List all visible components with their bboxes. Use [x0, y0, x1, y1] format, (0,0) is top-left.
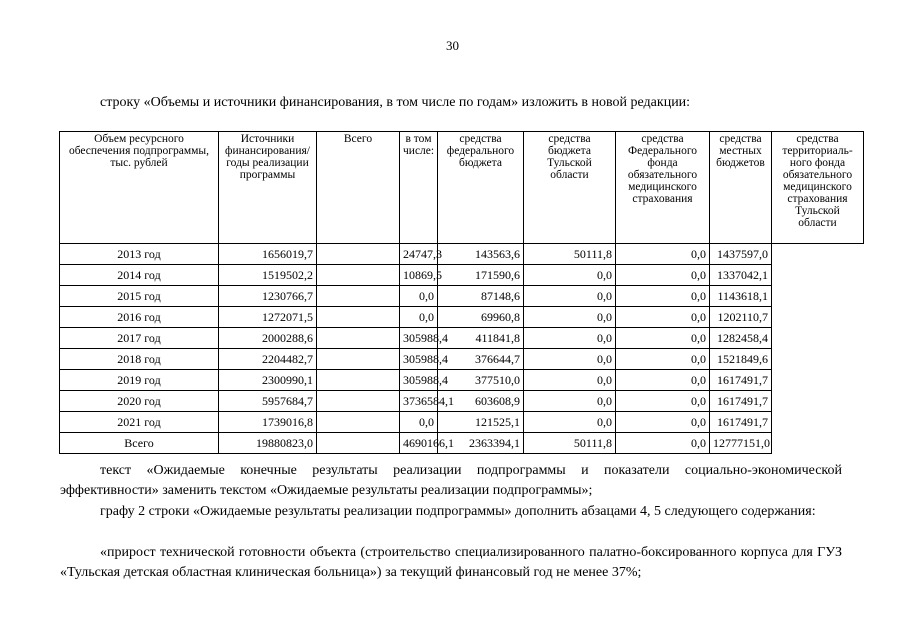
- page-number: 30: [446, 38, 459, 53]
- value-cell: 305988,4: [400, 328, 438, 349]
- value-cell: 0,0: [524, 265, 616, 286]
- table-header: [60, 132, 864, 244]
- value-cell: 2363394,1: [438, 433, 524, 454]
- year-cell: 2018 год: [60, 349, 219, 370]
- value-cell: 50111,8: [524, 244, 616, 265]
- year-cell: 2021 год: [60, 412, 219, 433]
- value-cell: 143563,6: [438, 244, 524, 265]
- value-cell: 0,0: [616, 391, 710, 412]
- value-cell: 1230766,7: [219, 286, 317, 307]
- year-cell: 2019 год: [60, 370, 219, 391]
- value-cell: [317, 265, 400, 286]
- table-row: [60, 370, 864, 391]
- value-cell: 1617491,7: [710, 391, 772, 412]
- year-cell: 2014 год: [60, 265, 219, 286]
- value-cell: 0,0: [616, 412, 710, 433]
- value-cell: 121525,1: [438, 412, 524, 433]
- value-cell: 411841,8: [438, 328, 524, 349]
- financing-table: [59, 131, 864, 454]
- value-cell: 87148,6: [438, 286, 524, 307]
- year-cell: 2017 год: [60, 328, 219, 349]
- table-row: [60, 433, 864, 454]
- value-cell: 0,0: [524, 349, 616, 370]
- table-row: [60, 349, 864, 370]
- value-cell: 0,0: [400, 286, 438, 307]
- value-cell: 50111,8: [524, 433, 616, 454]
- value-cell: 69960,8: [438, 307, 524, 328]
- value-cell: [317, 433, 400, 454]
- value-cell: 4690166,1: [400, 433, 438, 454]
- value-cell: 1437597,0: [710, 244, 772, 265]
- value-cell: 1272071,5: [219, 307, 317, 328]
- table-row: [60, 328, 864, 349]
- value-cell: [317, 349, 400, 370]
- col-header: средства Федерального фонда обязательного медицинского страхования: [616, 132, 710, 244]
- value-cell: 1519502,2: [219, 265, 317, 286]
- value-cell: 0,0: [524, 307, 616, 328]
- value-cell: 1617491,7: [710, 370, 772, 391]
- value-cell: 0,0: [400, 307, 438, 328]
- value-cell: 2204482,7: [219, 349, 317, 370]
- intro-text: строку «Объемы и источники финансирования, в том числе по годам» изложить в новой редакции:: [100, 95, 691, 110]
- value-cell: 376644,7: [438, 349, 524, 370]
- table-row: [60, 412, 864, 433]
- year-cell: Всего: [60, 433, 219, 454]
- value-cell: [317, 244, 400, 265]
- year-cell: 2016 год: [60, 307, 219, 328]
- value-cell: 5957684,7: [219, 391, 317, 412]
- table-row: [60, 244, 864, 265]
- value-cell: 0,0: [524, 412, 616, 433]
- value-cell: 2000288,6: [219, 328, 317, 349]
- value-cell: 24747,3: [400, 244, 438, 265]
- value-cell: 603608,9: [438, 391, 524, 412]
- value-cell: 0,0: [524, 286, 616, 307]
- paragraph: графу 2 строки «Ожидаемые результаты реализации подпрограммы» дополнить абзацами 4, 5 следующего содержания:: [100, 504, 816, 519]
- col-header: средства федерального бюджета: [438, 132, 524, 244]
- value-cell: 19880823,0: [219, 433, 317, 454]
- year-cell: 2013 год: [60, 244, 219, 265]
- year-cell: 2015 год: [60, 286, 219, 307]
- value-cell: 377510,0: [438, 370, 524, 391]
- value-cell: 0,0: [524, 391, 616, 412]
- col-header: в том числе:: [400, 132, 438, 244]
- value-cell: 1739016,8: [219, 412, 317, 433]
- value-cell: 0,0: [524, 328, 616, 349]
- value-cell: 171590,6: [438, 265, 524, 286]
- value-cell: [317, 307, 400, 328]
- value-cell: 3736584,1: [400, 391, 438, 412]
- value-cell: 1337042,1: [710, 265, 772, 286]
- value-cell: 305988,4: [400, 370, 438, 391]
- value-cell: 0,0: [616, 265, 710, 286]
- value-cell: 2300990,1: [219, 370, 317, 391]
- value-cell: 0,0: [616, 370, 710, 391]
- col-header: средства местных бюджетов: [710, 132, 772, 244]
- value-cell: [317, 412, 400, 433]
- value-cell: 10869,5: [400, 265, 438, 286]
- value-cell: 305988,4: [400, 349, 438, 370]
- table-body: [60, 244, 864, 454]
- value-cell: 0,0: [616, 349, 710, 370]
- value-cell: [317, 328, 400, 349]
- col-header: средства территориаль-ного фонда обязательного медицинского страхования Тульской области: [772, 132, 864, 244]
- paragraph: текст «Ожидаемые конечные результаты реализации подпрограммы и показатели социально-экономической эффективности» заменить текстом «Ожидаемые результаты реализации подпрограммы»;: [60, 463, 842, 498]
- table-row: [60, 265, 864, 286]
- value-cell: [317, 286, 400, 307]
- year-cell: 2020 год: [60, 391, 219, 412]
- value-cell: 0,0: [616, 286, 710, 307]
- col-header: Всего: [317, 132, 400, 244]
- col-header: средства бюджета Тульской области: [524, 132, 616, 244]
- value-cell: 0,0: [616, 328, 710, 349]
- value-cell: 0,0: [616, 244, 710, 265]
- value-cell: 1282458,4: [710, 328, 772, 349]
- resource-label-cell: Объем ресурсного обеспечения подпрограммы, тыс. рублей: [60, 132, 219, 244]
- value-cell: 0,0: [400, 412, 438, 433]
- value-cell: [317, 391, 400, 412]
- value-cell: 1656019,7: [219, 244, 317, 265]
- value-cell: 1202110,7: [710, 307, 772, 328]
- table-row: [60, 286, 864, 307]
- value-cell: 1521849,6: [710, 349, 772, 370]
- table-row: [60, 307, 864, 328]
- value-cell: 1617491,7: [710, 412, 772, 433]
- value-cell: 12777151,0: [710, 433, 772, 454]
- paragraph: «прирост технической готовности объекта (строительство специализированного палатно-боксированного корпуса для ГУЗ «Тульская детская областная клиническая больница») за текущий финансовый год не менее 37%;: [60, 545, 842, 580]
- value-cell: 0,0: [616, 433, 710, 454]
- table-row: [60, 391, 864, 412]
- value-cell: 0,0: [524, 370, 616, 391]
- col-header: Источники финансирования/ годы реализации программы: [219, 132, 317, 244]
- value-cell: 1143618,1: [710, 286, 772, 307]
- value-cell: 0,0: [616, 307, 710, 328]
- value-cell: [317, 370, 400, 391]
